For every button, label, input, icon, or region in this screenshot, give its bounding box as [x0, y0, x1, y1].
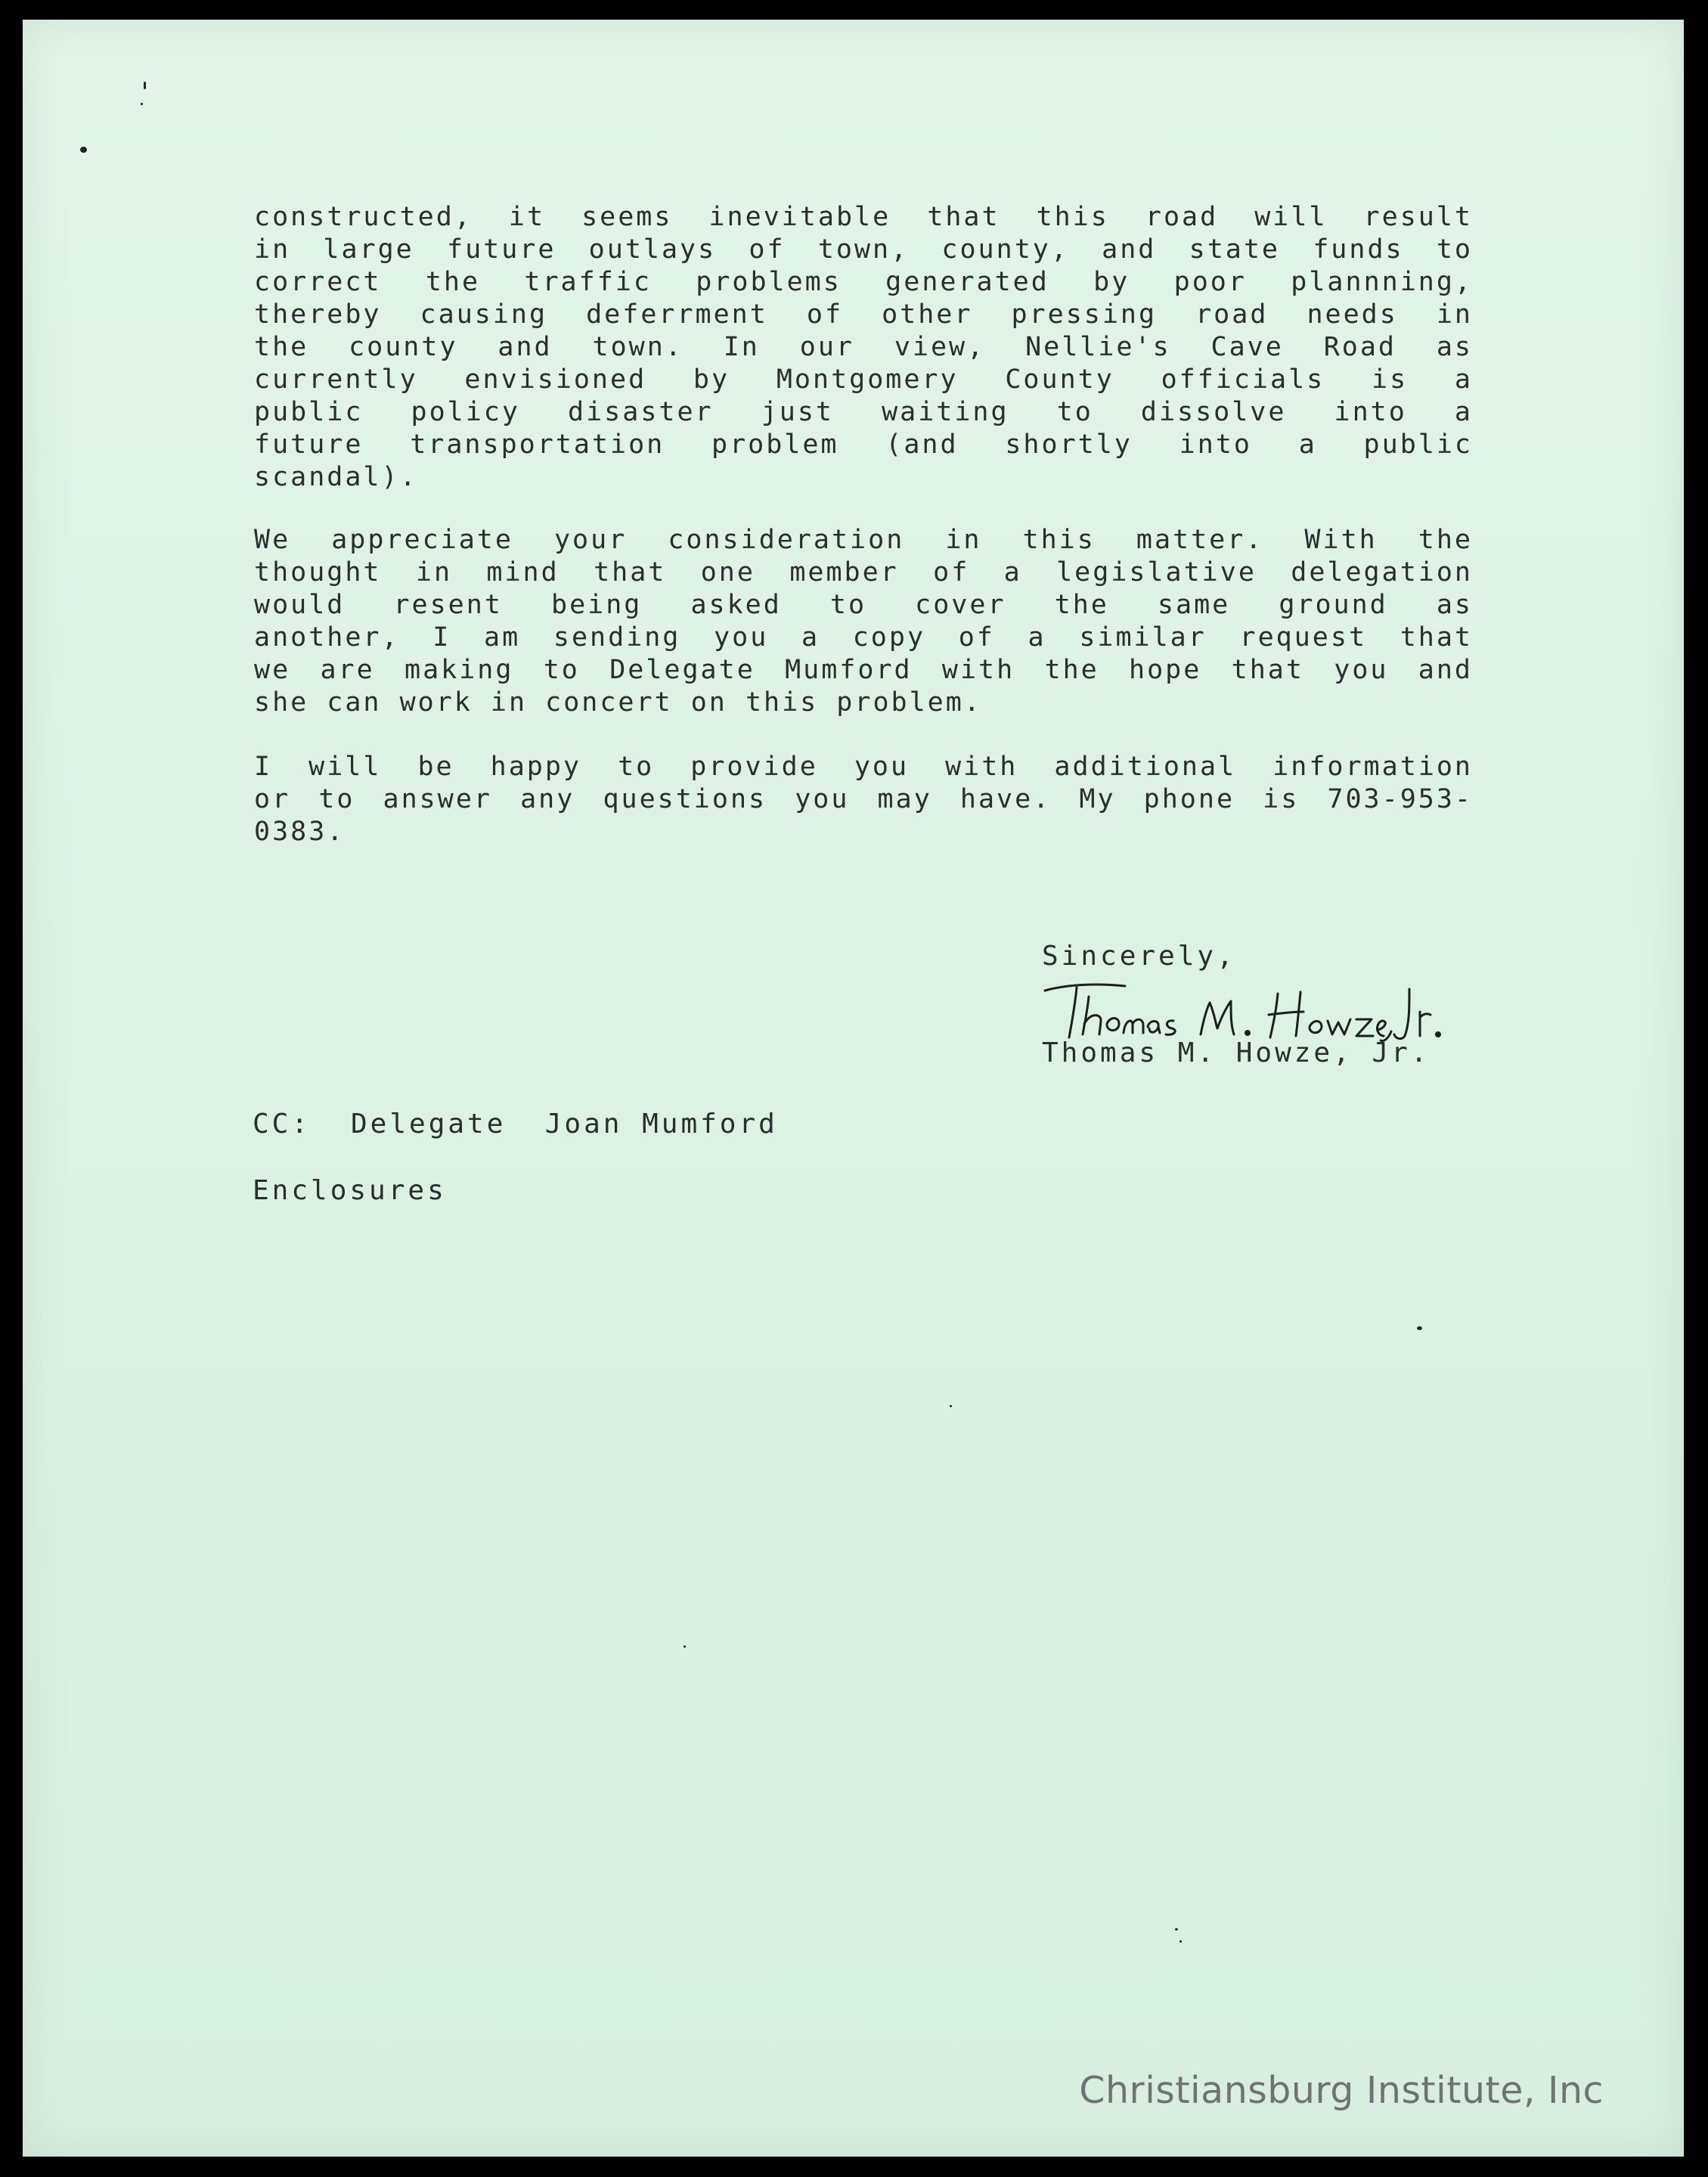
letter-line: thought in mind that one member of a legislative delegation [254, 557, 1473, 588]
cc-label: CC: [253, 1109, 312, 1140]
enclosures-note: Enclosures [253, 1175, 447, 1206]
letter-line: correct the traffic problems generated by poor plannning, [254, 267, 1473, 297]
letter-line: or to answer any questions you may have. My phone is 703-953- [254, 784, 1473, 814]
cc-recipient: Delegate Joan Mumford [351, 1109, 778, 1140]
paper-speck [144, 82, 146, 89]
paper-speck [141, 103, 143, 105]
letter-line: currently envisioned by Montgomery County officials is a [254, 364, 1473, 395]
letter-line: public policy disaster just waiting to dissolve into a [254, 397, 1473, 427]
letter-line: I will be happy to provide you with additional information [254, 752, 1473, 782]
letter-line: 0383. [254, 817, 346, 847]
letter-line: the county and town. In our view, Nellie's Cave Road as [254, 332, 1473, 362]
letter-paragraph-2 [254, 524, 1473, 719]
letter-line: future transportation problem (and shortly into a public [254, 430, 1473, 460]
letter-line: thereby causing deferrment of other pressing road needs in [254, 299, 1473, 330]
handwritten-signature [1036, 974, 1489, 1042]
archive-watermark: Christiansburg Institute, Inc [1079, 2069, 1604, 2112]
letter-line: We appreciate your consideration in this matter. With the [254, 525, 1473, 555]
letter-paragraph-1 [254, 201, 1473, 494]
paper-speck [80, 147, 87, 153]
paper-speck [684, 1645, 686, 1648]
letter-page [23, 20, 1684, 2157]
letter-line: we are making to Delegate Mumford with the hope that you and [254, 655, 1473, 685]
closing-salutation: Sincerely, [1042, 941, 1236, 972]
letter-line: scandal). [254, 462, 418, 492]
paper-speck [950, 1405, 952, 1407]
signer-name: Thomas M. Howze, Jr. [1042, 1037, 1431, 1068]
paper-speck [1417, 1326, 1422, 1330]
letter-line: constructed, it seems inevitable that this road will result [254, 202, 1473, 232]
paper-speck [1179, 1940, 1182, 1943]
letter-paragraph-3 [254, 751, 1473, 848]
letter-line: in large future outlays of town, county, and state funds to [254, 234, 1473, 265]
paper-speck [1175, 1928, 1178, 1930]
letter-line: she can work in concert on this problem. [254, 687, 982, 718]
letter-line: would resent being asked to cover the same ground as [254, 590, 1473, 620]
letter-line: another, I am sending you a copy of a similar request that [254, 622, 1473, 653]
